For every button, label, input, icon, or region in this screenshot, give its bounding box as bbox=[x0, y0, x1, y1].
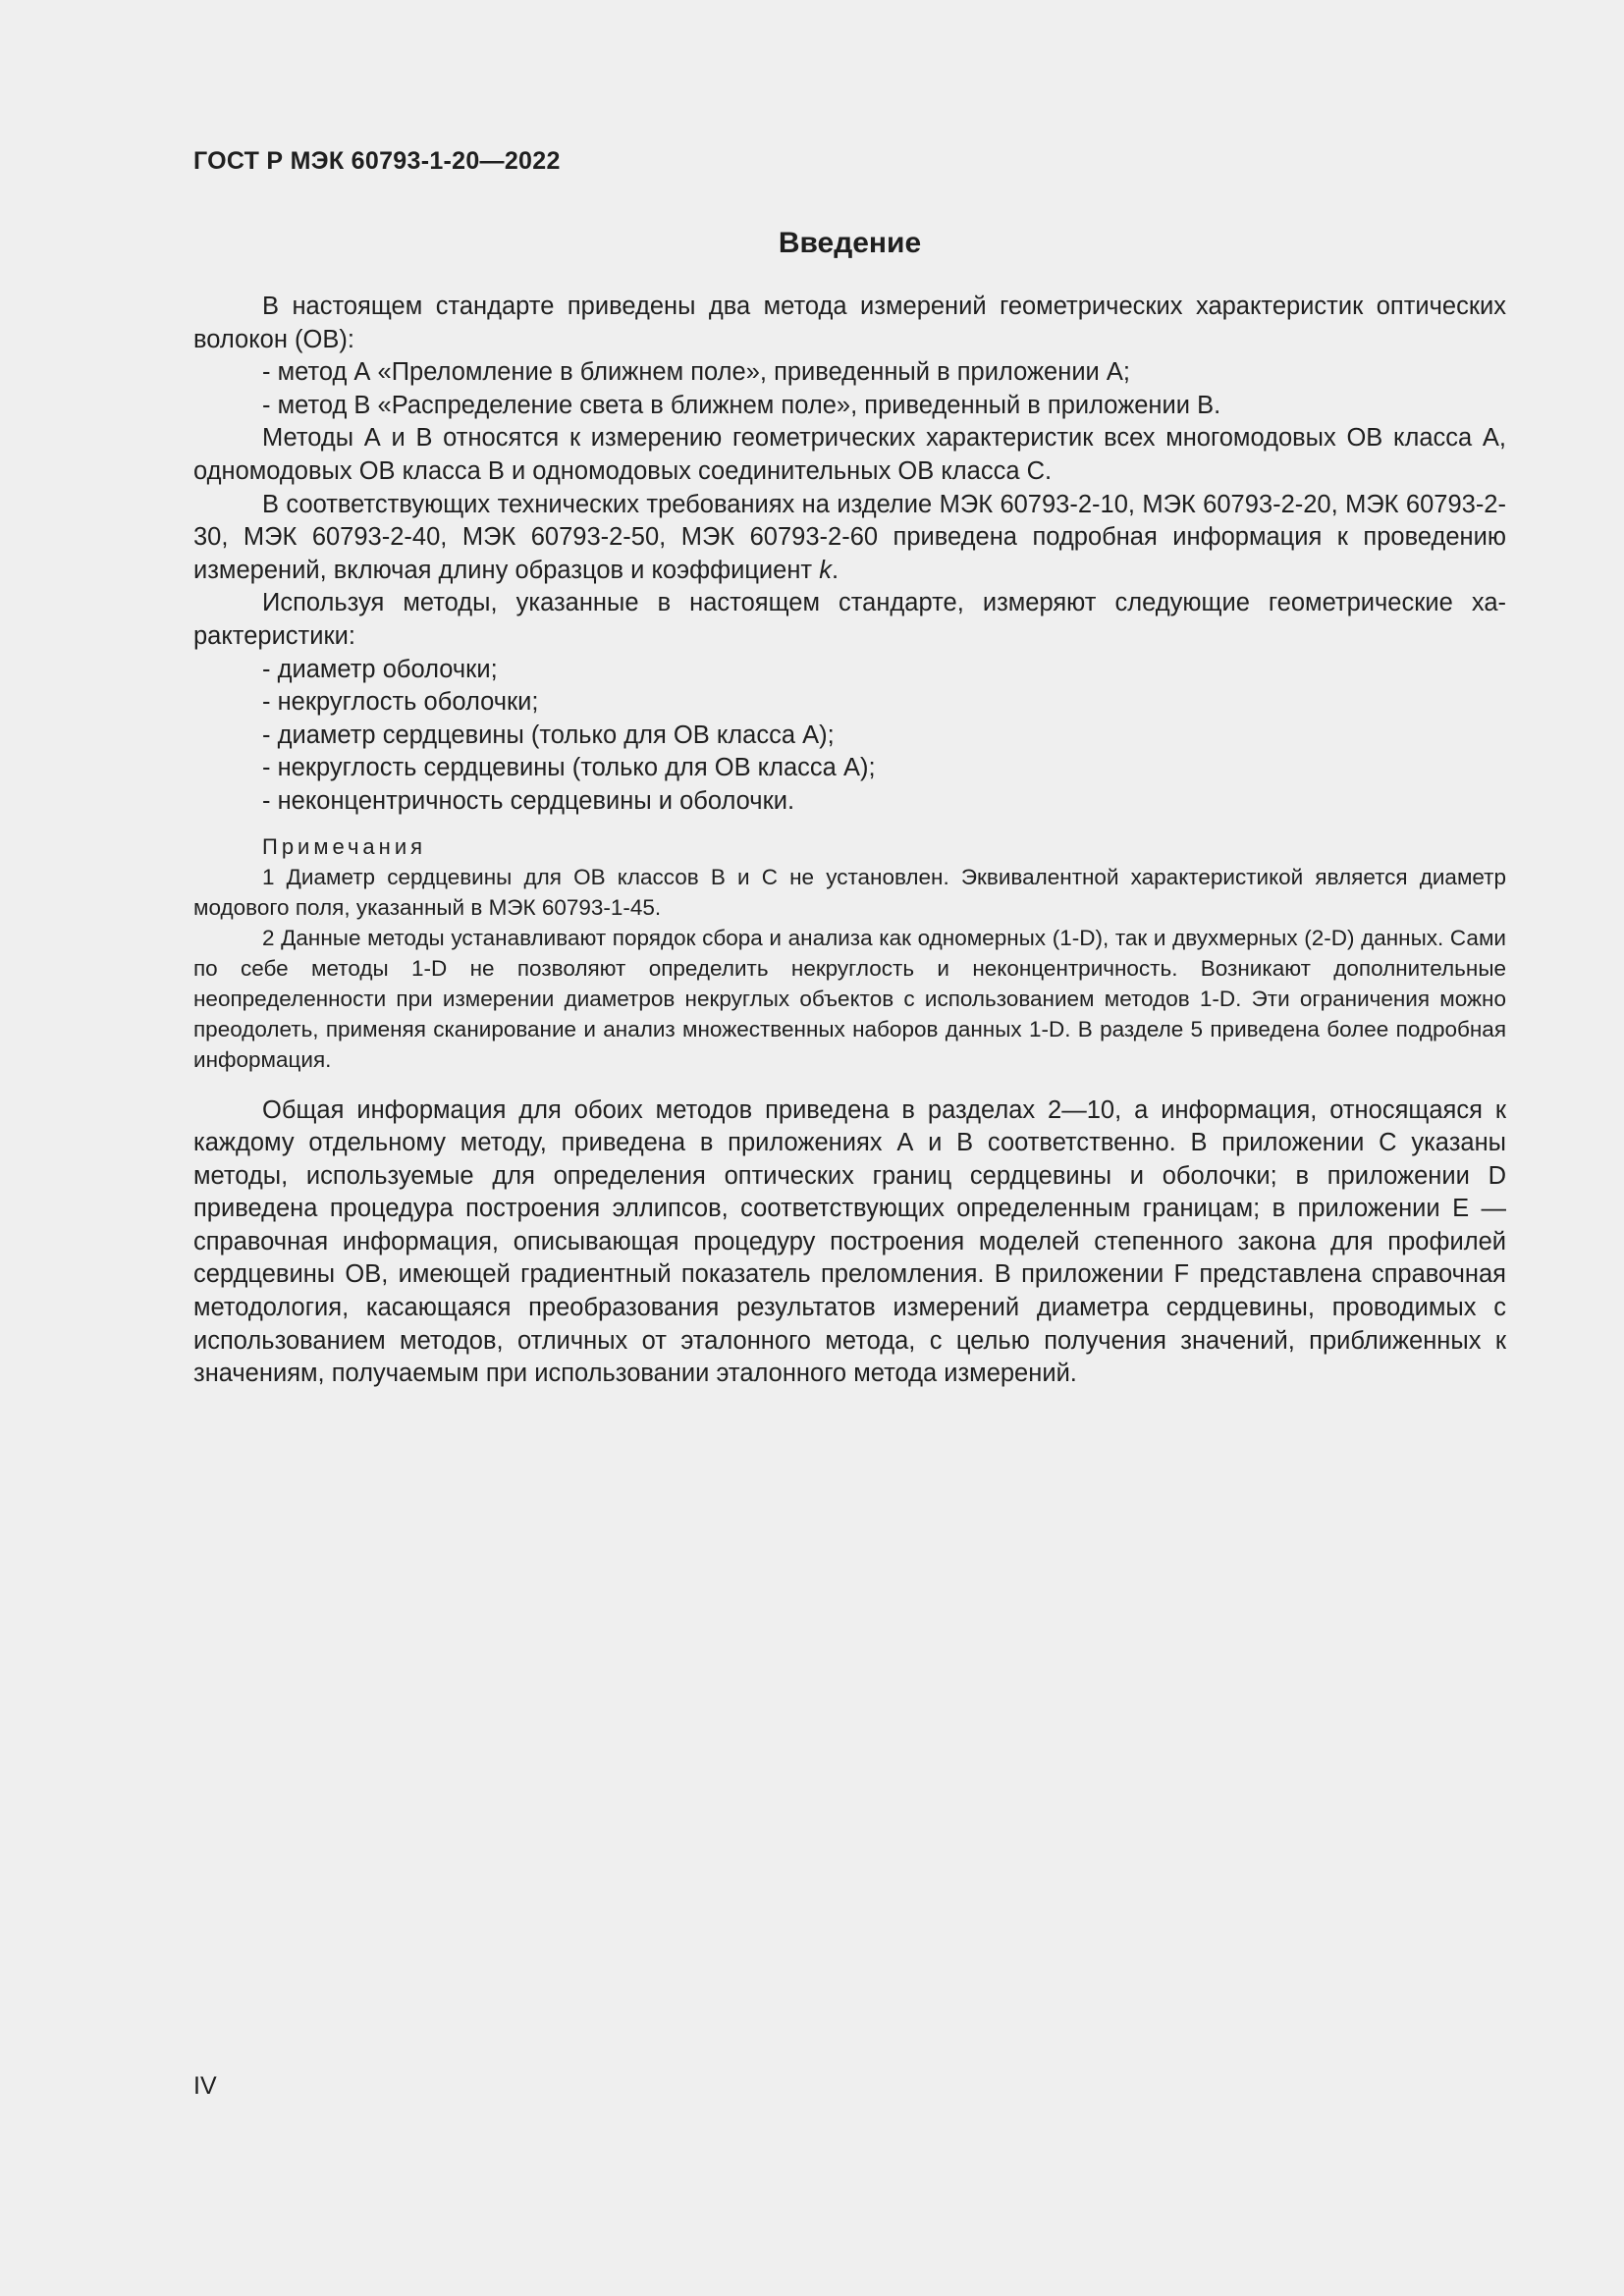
list-item: - некруглость оболочки; bbox=[262, 688, 539, 717]
notes-title: Примечания bbox=[262, 833, 427, 859]
paragraph-specifications-text: В соответствующих технических требованиях на изделие МЭК 60793-2-10, МЭК 60793-2-20, МЭК 60793-2-30, МЭК 60793-2-40, МЭК 60793-2-50, МЭК 60793-2-60 приведена подробная информация к проведению измерений, включая длину образцов и коэффициент bbox=[193, 490, 1506, 584]
list-item-method-b: - метод В «Распределение света в ближнем поле», приведенный в приложении В. bbox=[262, 391, 1221, 419]
intro-body bbox=[193, 291, 1506, 819]
paragraph-characteristics-intro: Используя методы, указанные в настоящем стандарте, измеряют следующие геометрические характеристики: bbox=[193, 589, 1506, 650]
document-header: ГОСТ Р МЭК 60793-1-20—2022 bbox=[193, 147, 561, 175]
list-item: - неконцентричность сердцевины и оболочки. bbox=[262, 786, 795, 815]
paragraph-specifications-end: . bbox=[831, 556, 839, 584]
paragraph-specifications bbox=[193, 489, 1506, 588]
section-title: Введение bbox=[778, 227, 922, 259]
paragraph-general-info: Общая информация для обоих методов приведена в разделах 2—10, а информация, относящаяся к каждому отдельному методу, приведена в приложениях А и В соответственно. В приложении С указаны методы, используемые для определения оптических границ сердцевины и оболочки; в приложении D приведена процедура построения эллипсов, соответствующих определенным границам; в приложении Е — справочная информация, описывающая процедуру построения моделей степенного закона для профилей сердцевины ОВ, имеющей градиентный показатель преломления. В приложении F представлена справочная методология, касающаяся преобразования результатов измерений диаметра сердцевины, проводимых с использованием методов, отличных от эталонного метода, с целью получения значений, приближенных к значениям, получаемым при использовании эталонного метода измерений. bbox=[193, 1095, 1506, 1388]
coefficient-k: k bbox=[819, 556, 832, 584]
paragraph-methods-intro: В настоящем стандарте приведены два метода измерений геометрических характеристик оптических волокон (ОВ): bbox=[193, 293, 1506, 353]
list-item: - диаметр сердцевины (только для ОВ класса А); bbox=[262, 721, 835, 749]
list-item: - некруглость сердцевины (только для ОВ класса А); bbox=[262, 754, 876, 782]
note-1: 1 Диаметр сердцевины для ОВ классов В и С не установлен. Эквивалентной характеристикой является диаметр модового поля, указанный в МЭК 60793-1-45. bbox=[193, 864, 1506, 920]
page-content bbox=[193, 220, 1506, 1391]
list-item-method-a: - метод А «Преломление в ближнем поле», приведенный в приложении А; bbox=[262, 358, 1130, 387]
closing-body bbox=[193, 1095, 1506, 1391]
page-number: IV bbox=[193, 2072, 217, 2100]
notes-block bbox=[193, 832, 1506, 1075]
note-2: 2 Данные методы устанавливают порядок сбора и анализа как одномерных (1-D), так и двухмерных (2-D) данных. Сами по себе методы 1-D не позволяют определить некруглость и неконцентричность. Возникают дополнительные неопределенности при измерении диаметров некруглых объектов с использованием методов 1-D. Эти ограничения можно преодолеть, применяя сканирование и анализ множественных наборов данных 1-D. В разделе 5 приведена более подробная информация. bbox=[193, 925, 1506, 1072]
paragraph-methods-scope: Методы А и В относятся к измерению геометрических характеристик всех многомодовых ОВ класса А, одномодовых ОВ класса В и одномодовых соединительных ОВ класса С. bbox=[193, 424, 1506, 485]
list-item: - диаметр оболочки; bbox=[262, 655, 498, 683]
